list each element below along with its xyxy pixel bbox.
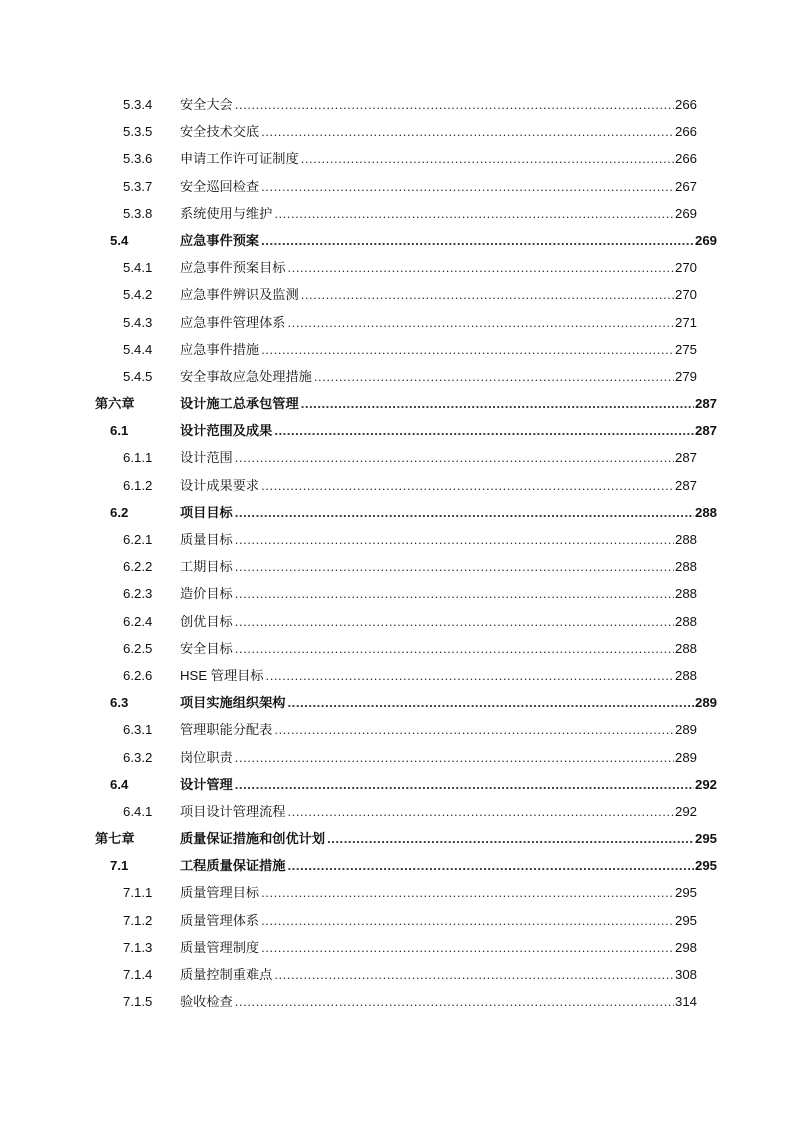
- toc-entry-number: 7.1.4: [123, 967, 153, 982]
- toc-entry-page: 269: [674, 205, 697, 221]
- toc-entry-page: 292: [694, 776, 717, 792]
- toc-entry-line: [180, 499, 717, 526]
- toc-entry-number: 5.3.7: [123, 178, 153, 194]
- toc-entry-title: 设计成果要求: [180, 477, 260, 493]
- toc-entry-page: 288: [674, 667, 697, 683]
- dot-leader: [288, 689, 694, 716]
- toc-entry-title: 设计范围: [180, 450, 233, 466]
- toc-entry-number: 5.4.1: [123, 260, 153, 276]
- toc-entry-page: 266: [674, 97, 697, 112]
- toc-entry-line: [180, 200, 697, 227]
- dot-leader: [301, 390, 694, 417]
- toc-entry-number: 6.2.2: [123, 559, 153, 575]
- toc-entry-section[interactable]: [0, 227, 793, 254]
- dot-leader: [261, 907, 674, 934]
- toc-entry-sub[interactable]: [0, 336, 793, 363]
- toc-entry-page: 292: [674, 803, 697, 819]
- dot-leader: [266, 662, 674, 689]
- dot-leader: [288, 254, 674, 281]
- dot-leader: [288, 852, 694, 879]
- toc-entry-title: 安全巡回检查: [180, 178, 260, 194]
- toc-entry-line: [180, 934, 697, 961]
- toc-entry-page: 270: [674, 260, 697, 276]
- toc-entry-line: [180, 689, 717, 716]
- toc-entry-title: 设计施工总承包管理: [180, 396, 299, 412]
- toc-entry-page: 288: [674, 559, 697, 575]
- toc-entry-line: [180, 825, 717, 852]
- toc-entry-chapter[interactable]: [0, 390, 793, 417]
- toc-entry-page: 288: [674, 640, 697, 656]
- toc-entry-sub[interactable]: [0, 444, 793, 471]
- toc-entry-section[interactable]: [0, 499, 793, 526]
- toc-entry-page: 295: [674, 912, 697, 928]
- toc-entry-line: [180, 635, 697, 662]
- toc-entry-title: 项目目标: [180, 504, 233, 520]
- toc-entry-number: 5.3.4: [123, 97, 153, 112]
- toc-entry-title: 应急事件辨识及监测: [180, 287, 299, 303]
- dot-leader: [301, 145, 674, 172]
- toc-entry-title: 工程质量保证措施: [180, 858, 286, 874]
- toc-entry-sub[interactable]: [0, 200, 793, 227]
- toc-entry-sub[interactable]: [0, 363, 793, 390]
- toc-entry-title: 质量保证措施和创优计划: [180, 831, 326, 847]
- toc-entry-chapter[interactable]: [0, 825, 793, 852]
- toc-entry-number: 5.4.2: [123, 287, 153, 303]
- toc-entry-sub[interactable]: [0, 526, 793, 553]
- toc-entry-line: [180, 227, 717, 254]
- toc-entry-page: 289: [694, 695, 717, 711]
- dot-leader: [235, 771, 694, 798]
- toc-entry-line: [180, 526, 697, 553]
- dot-leader: [261, 227, 694, 254]
- toc-entry-sub[interactable]: [0, 173, 793, 200]
- toc-entry-section[interactable]: [0, 417, 793, 444]
- toc-entry-title: 安全事故应急处理措施: [180, 368, 312, 384]
- toc-entry-sub[interactable]: [0, 907, 793, 934]
- toc-entry-sub[interactable]: [0, 744, 793, 771]
- toc-entry-page: 288: [674, 586, 697, 602]
- dot-leader: [274, 961, 674, 988]
- toc-entry-number: 6.2.5: [123, 640, 153, 656]
- toc-entry-line: [180, 580, 697, 607]
- toc-entry-sub[interactable]: [0, 254, 793, 281]
- toc-entry-number: 7.1.1: [123, 885, 153, 901]
- toc-entry-sub[interactable]: [0, 91, 793, 118]
- toc-entry-page: 308: [674, 967, 697, 982]
- toc-entry-page: 288: [674, 532, 697, 547]
- toc-entry-line: [180, 91, 697, 118]
- dot-leader: [327, 825, 694, 852]
- toc-entry-title: 质量管理制度: [180, 939, 260, 955]
- toc-entry-title: 系统使用与维护: [180, 205, 273, 221]
- toc-entry-sub[interactable]: [0, 879, 793, 906]
- toc-entry-sub[interactable]: [0, 553, 793, 580]
- toc-entry-number: 6.2.1: [123, 532, 153, 547]
- toc-entry-sub[interactable]: [0, 716, 793, 743]
- toc-entry-line: [180, 363, 697, 390]
- toc-entry-title: 应急事件预案目标: [180, 260, 286, 276]
- dot-leader: [261, 118, 674, 145]
- toc-entry-page: 267: [674, 178, 697, 194]
- toc-entry-line: [180, 173, 697, 200]
- toc-entry-title: 质量管理目标: [180, 885, 260, 901]
- toc-entry-number: 7.1.2: [123, 912, 153, 928]
- toc-entry-sub[interactable]: [0, 662, 793, 689]
- toc-entry-page: 275: [674, 341, 697, 357]
- toc-entry-line: [180, 907, 697, 934]
- toc-entry-line: [180, 472, 697, 499]
- toc-entry-line: [180, 444, 697, 471]
- toc-entry-title: 应急事件预案: [180, 232, 260, 248]
- toc-entry-title: 安全大会: [180, 97, 233, 112]
- dot-leader: [261, 879, 674, 906]
- toc-entry-number: 7.1.3: [123, 939, 153, 955]
- toc-entry-number: 5.4: [110, 232, 129, 248]
- toc-entry-section[interactable]: [0, 771, 793, 798]
- toc-entry-page: 287: [674, 477, 697, 493]
- toc-entry-page: 288: [694, 504, 717, 520]
- dot-leader: [314, 363, 674, 390]
- toc-entry-number: 5.3.5: [123, 124, 153, 140]
- toc-entry-page: 295: [694, 858, 717, 874]
- toc-entry-title: 工期目标: [180, 559, 233, 575]
- toc-entry-title: 创优目标: [180, 613, 233, 629]
- toc-entry-title: 安全技术交底: [180, 124, 260, 140]
- dot-leader: [235, 635, 674, 662]
- toc-entry-title: 质量管理体系: [180, 912, 260, 928]
- dot-leader: [235, 988, 674, 1015]
- toc-entry-title: 岗位职责: [180, 749, 233, 765]
- toc-entry-title: HSE 管理目标: [180, 667, 264, 683]
- toc-entry-number: 6.3.1: [123, 722, 153, 738]
- dot-leader: [261, 173, 674, 200]
- toc-entry-page: 287: [694, 423, 717, 439]
- toc-entry-line: [180, 716, 697, 743]
- dot-leader: [235, 526, 674, 553]
- toc-entry-number: 5.4.4: [123, 341, 153, 357]
- toc-entry-page: 289: [674, 722, 697, 738]
- toc-entry-line: [180, 744, 697, 771]
- dot-leader: [288, 309, 674, 336]
- toc-entry-title: 项目实施组织架构: [180, 695, 286, 711]
- toc-entry-line: [180, 988, 697, 1015]
- toc-entry-page: 298: [674, 939, 697, 955]
- toc-entry-line: [180, 608, 697, 635]
- toc-entry-title: 应急事件管理体系: [180, 314, 286, 330]
- toc-entry-number: 5.3.8: [123, 205, 153, 221]
- toc-entry-line: [180, 852, 717, 879]
- toc-entry-number: 6.3.2: [123, 749, 153, 765]
- dot-leader: [235, 91, 674, 118]
- toc-entry-section[interactable]: [0, 689, 793, 716]
- toc-entry-title: 项目设计管理流程: [180, 803, 286, 819]
- toc-entry-line: [180, 309, 697, 336]
- toc-entry-sub[interactable]: [0, 988, 793, 1015]
- toc-entry-line: [180, 145, 697, 172]
- toc-entry-page: 266: [674, 151, 697, 167]
- toc-entry-number: 6.1: [110, 423, 129, 439]
- toc-entry-number: 6.4: [110, 776, 129, 792]
- toc-entry-page: 287: [694, 396, 717, 412]
- table-of-contents: [0, 91, 793, 1015]
- toc-entry-line: [180, 553, 697, 580]
- toc-entry-number: 6.1.1: [123, 450, 153, 466]
- toc-entry-title: 管理职能分配表: [180, 722, 273, 738]
- toc-entry-page: 270: [674, 287, 697, 303]
- toc-entry-page: 288: [674, 613, 697, 629]
- toc-entry-number: 6.2.3: [123, 586, 153, 602]
- toc-entry-page: 269: [694, 232, 717, 248]
- toc-entry-number: 7.1: [110, 858, 129, 874]
- toc-entry-line: [180, 771, 717, 798]
- toc-entry-sub[interactable]: [0, 580, 793, 607]
- toc-entry-title: 安全目标: [180, 640, 233, 656]
- toc-entry-number: 6.4.1: [123, 803, 153, 819]
- toc-entry-page: 289: [674, 749, 697, 765]
- toc-entry-section[interactable]: [0, 852, 793, 879]
- toc-entry-title: 申请工作许可证制度: [180, 151, 299, 167]
- toc-entry-line: [180, 798, 697, 825]
- dot-leader: [288, 798, 674, 825]
- toc-entry-number: 第七章: [95, 831, 135, 847]
- toc-entry-line: [180, 336, 697, 363]
- dot-leader: [274, 200, 674, 227]
- toc-entry-sub[interactable]: [0, 281, 793, 308]
- toc-entry-number: 6.2.6: [123, 667, 153, 683]
- toc-entry-number: 6.2.4: [123, 613, 153, 629]
- toc-entry-line: [180, 417, 717, 444]
- toc-entry-sub[interactable]: [0, 145, 793, 172]
- toc-entry-title: 设计范围及成果: [180, 423, 273, 439]
- toc-entry-page: 295: [674, 885, 697, 901]
- toc-entry-page: 314: [674, 994, 697, 1010]
- toc-entry-line: [180, 390, 717, 417]
- toc-entry-line: [180, 281, 697, 308]
- dot-leader: [261, 472, 674, 499]
- dot-leader: [235, 444, 674, 471]
- toc-entry-title: 验收检查: [180, 994, 233, 1010]
- toc-entry-sub[interactable]: [0, 934, 793, 961]
- toc-entry-page: 271: [674, 314, 697, 330]
- toc-entry-number: 第六章: [95, 396, 135, 412]
- toc-entry-sub[interactable]: [0, 472, 793, 499]
- toc-entry-page: 295: [694, 831, 717, 847]
- toc-entry-line: [180, 879, 697, 906]
- toc-entry-line: [180, 961, 697, 988]
- toc-entry-title: 设计管理: [180, 776, 233, 792]
- toc-entry-title: 造价目标: [180, 586, 233, 602]
- toc-entry-title: 质量目标: [180, 532, 233, 547]
- toc-entry-number: 5.3.6: [123, 151, 153, 167]
- dot-leader: [274, 716, 674, 743]
- dot-leader: [235, 580, 674, 607]
- dot-leader: [301, 281, 674, 308]
- toc-entry-sub[interactable]: [0, 961, 793, 988]
- toc-entry-sub[interactable]: [0, 635, 793, 662]
- dot-leader: [235, 744, 674, 771]
- toc-entry-number: 6.1.2: [123, 477, 153, 493]
- toc-entry-number: 7.1.5: [123, 994, 153, 1010]
- toc-entry-line: [180, 662, 697, 689]
- dot-leader: [235, 499, 694, 526]
- dot-leader: [235, 553, 674, 580]
- dot-leader: [261, 934, 674, 961]
- toc-entry-line: [180, 254, 697, 281]
- toc-entry-page: 279: [674, 368, 697, 384]
- toc-entry-number: 5.4.5: [123, 368, 153, 384]
- dot-leader: [261, 336, 674, 363]
- dot-leader: [235, 608, 674, 635]
- toc-entry-number: 5.4.3: [123, 314, 153, 330]
- toc-entry-title: 应急事件措施: [180, 341, 260, 357]
- toc-entry-title: 质量控制重难点: [180, 967, 273, 982]
- dot-leader: [274, 417, 694, 444]
- toc-entry-sub[interactable]: [0, 798, 793, 825]
- toc-entry-number: 6.2: [110, 504, 129, 520]
- toc-entry-page: 266: [674, 124, 697, 140]
- toc-entry-sub[interactable]: [0, 309, 793, 336]
- toc-entry-page: 287: [674, 450, 697, 466]
- toc-entry-line: [180, 118, 697, 145]
- toc-entry-sub[interactable]: [0, 118, 793, 145]
- toc-entry-number: 6.3: [110, 695, 129, 711]
- toc-entry-sub[interactable]: [0, 608, 793, 635]
